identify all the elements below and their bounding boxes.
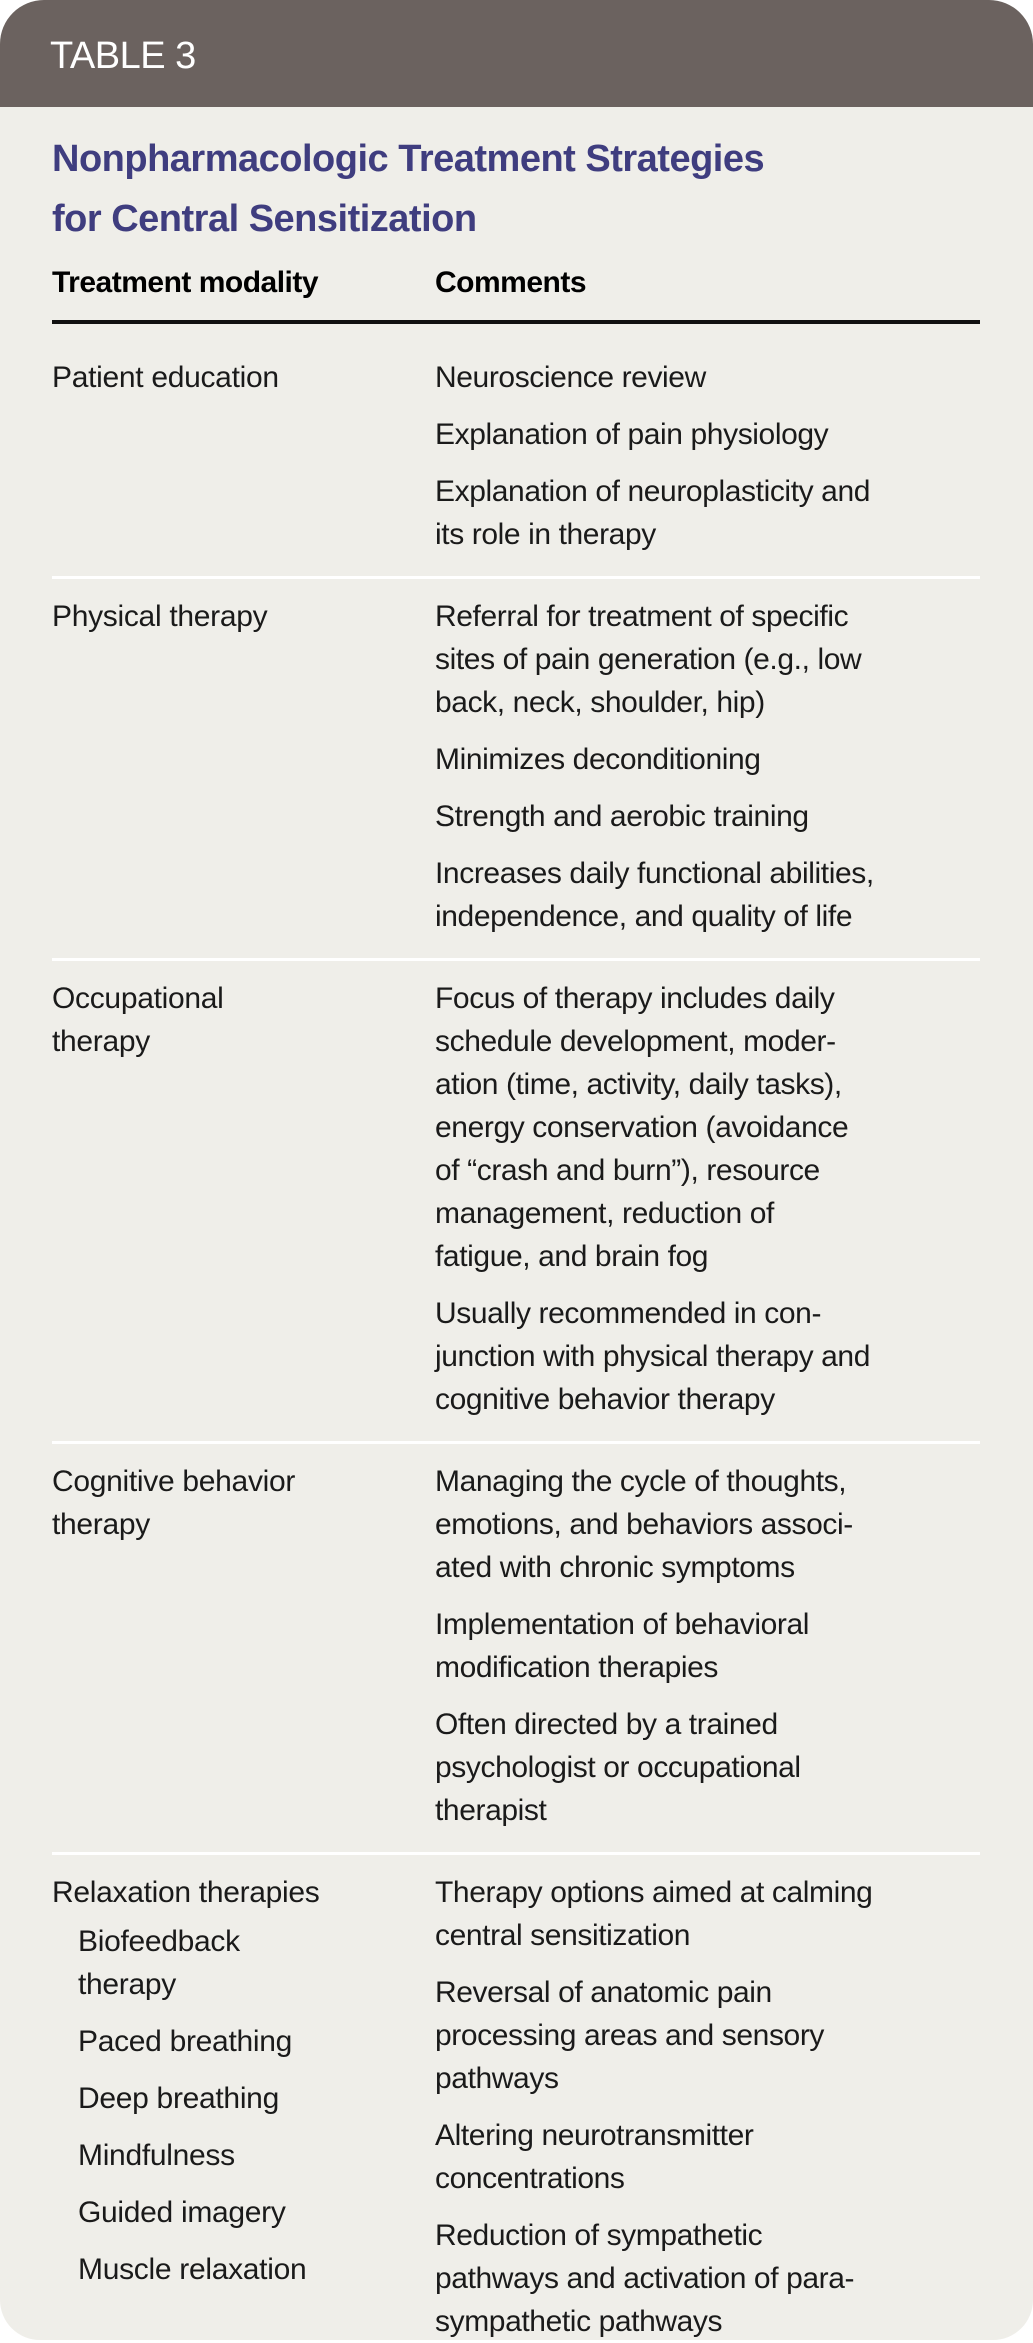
comment-line: independence, and quality of life bbox=[435, 900, 853, 933]
comment-item bbox=[435, 1971, 980, 2100]
comment-line: Implementation of behavioral bbox=[435, 1608, 810, 1641]
comment-line: energy conservation (avoidance bbox=[435, 1111, 849, 1144]
comment-line: Altering neurotransmitter bbox=[435, 2119, 754, 2152]
comment-line: Minimizes deconditioning bbox=[435, 743, 761, 776]
sub-modality-line: Deep breathing bbox=[78, 2082, 279, 2115]
comment-item bbox=[435, 413, 980, 456]
comment-line: management, reduction of bbox=[435, 1197, 774, 1230]
comment-line: emotions, and behaviors associ- bbox=[435, 1508, 853, 1541]
sub-modality bbox=[52, 1920, 412, 2006]
table-label: TABLE 3 bbox=[50, 35, 196, 77]
column-header-comments: Comments bbox=[435, 266, 587, 299]
modality-line: Occupational bbox=[52, 982, 224, 1015]
comment-line: sites of pain generation (e.g., low bbox=[435, 643, 862, 676]
comments bbox=[435, 977, 980, 1421]
comment-line: cognitive behavior therapy bbox=[435, 1383, 775, 1416]
comments bbox=[435, 1460, 980, 1832]
sub-modality bbox=[52, 2134, 412, 2177]
comment-item bbox=[435, 1703, 980, 1832]
comment-line: psychologist or occupational bbox=[435, 1751, 801, 1784]
modality-line: Physical therapy bbox=[52, 600, 268, 633]
treatment-modality bbox=[52, 356, 412, 399]
comment-line: junction with physical therapy and bbox=[435, 1340, 870, 1373]
table-row bbox=[52, 579, 980, 961]
modality-line: therapy bbox=[52, 1025, 150, 1058]
table-row bbox=[52, 340, 980, 579]
modality-line: Cognitive behavior bbox=[52, 1465, 296, 1498]
comment-line: Referral for treatment of specific bbox=[435, 600, 849, 633]
comment-line: Reversal of anatomic pain bbox=[435, 1976, 772, 2009]
comment-item bbox=[435, 470, 980, 556]
sub-modality-line: therapy bbox=[78, 1968, 176, 2001]
comment-line: Strength and aerobic training bbox=[435, 800, 809, 833]
table-body bbox=[52, 340, 980, 2340]
comment-item bbox=[435, 2114, 980, 2200]
table-row bbox=[52, 1444, 980, 1855]
comment-line: Therapy options aimed at calming bbox=[435, 1876, 873, 1909]
comment-item bbox=[435, 1603, 980, 1689]
comment-item bbox=[435, 1460, 980, 1589]
comment-item bbox=[435, 356, 980, 399]
table-header bbox=[52, 262, 980, 324]
sub-modality-line: Paced breathing bbox=[78, 2025, 292, 2058]
comment-line: Usually recommended in con- bbox=[435, 1297, 822, 1330]
comment-line: concentrations bbox=[435, 2162, 625, 2195]
comment-item bbox=[435, 2214, 980, 2340]
treatment-modality bbox=[52, 595, 412, 638]
title-line: for Central Sensitization bbox=[52, 198, 477, 240]
modality-line: Patient education bbox=[52, 361, 279, 394]
sub-modality-line: Biofeedback bbox=[78, 1925, 240, 1958]
modality-line: Relaxation therapies bbox=[52, 1876, 320, 1909]
comment-line: its role in therapy bbox=[435, 518, 656, 551]
comment-item bbox=[435, 1292, 980, 1421]
comment-line: Managing the cycle of thoughts, bbox=[435, 1465, 847, 1498]
sub-modality-line: Mindfulness bbox=[78, 2139, 235, 2172]
comment-line: Explanation of neuroplasticity and bbox=[435, 475, 871, 508]
comment-line: Explanation of pain physiology bbox=[435, 418, 829, 451]
table-label-bar bbox=[0, 0, 1033, 107]
comment-line: ated with chronic symptoms bbox=[435, 1551, 795, 1584]
title-line: Nonpharmacologic Treatment Strategies bbox=[52, 138, 765, 180]
comments bbox=[435, 1871, 980, 2340]
column-header-modality: Treatment modality bbox=[52, 266, 319, 299]
comment-line: central sensitization bbox=[435, 1919, 691, 1952]
comment-line: modification therapies bbox=[435, 1651, 719, 1684]
sub-modality-line: Guided imagery bbox=[78, 2196, 286, 2229]
table-row bbox=[52, 961, 980, 1444]
comment-line: Reduction of sympathetic bbox=[435, 2219, 763, 2252]
comments bbox=[435, 356, 980, 556]
comment-line: fatigue, and brain fog bbox=[435, 1240, 709, 1273]
comment-line: processing areas and sensory bbox=[435, 2019, 825, 2052]
comment-line: pathways bbox=[435, 2062, 559, 2095]
comment-line: of “crash and burn”), resource bbox=[435, 1154, 820, 1187]
comment-item bbox=[435, 595, 980, 724]
comment-item bbox=[435, 1871, 980, 1957]
table-row bbox=[52, 1855, 980, 2340]
sub-modality bbox=[52, 2077, 412, 2120]
comment-line: ation (time, activity, daily tasks), bbox=[435, 1068, 842, 1101]
sub-modality bbox=[52, 2191, 412, 2234]
treatment-modality bbox=[52, 977, 412, 1063]
comment-item bbox=[435, 977, 980, 1278]
comment-item bbox=[435, 852, 980, 938]
comment-line: Focus of therapy includes daily bbox=[435, 982, 835, 1015]
comment-line: Neuroscience review bbox=[435, 361, 706, 394]
table-title bbox=[52, 129, 1033, 249]
treatment-modality bbox=[52, 1871, 412, 2291]
sub-modality-line: Muscle relaxation bbox=[78, 2253, 307, 2286]
comment-line: Increases daily functional abilities, bbox=[435, 857, 874, 890]
comment-line: back, neck, shoulder, hip) bbox=[435, 686, 765, 719]
comment-line: Often directed by a trained bbox=[435, 1708, 778, 1741]
comment-line: sympathetic pathways bbox=[435, 2305, 723, 2338]
comment-line: therapist bbox=[435, 1794, 547, 1827]
sub-modality bbox=[52, 2020, 412, 2063]
treatment-modality bbox=[52, 1460, 412, 1546]
comments bbox=[435, 595, 980, 938]
comment-item bbox=[435, 738, 980, 781]
comment-line: pathways and activation of para- bbox=[435, 2262, 855, 2295]
sub-modality bbox=[52, 2248, 412, 2291]
modality-line: therapy bbox=[52, 1508, 150, 1541]
comment-item bbox=[435, 795, 980, 838]
comment-line: schedule development, moder- bbox=[435, 1025, 836, 1058]
